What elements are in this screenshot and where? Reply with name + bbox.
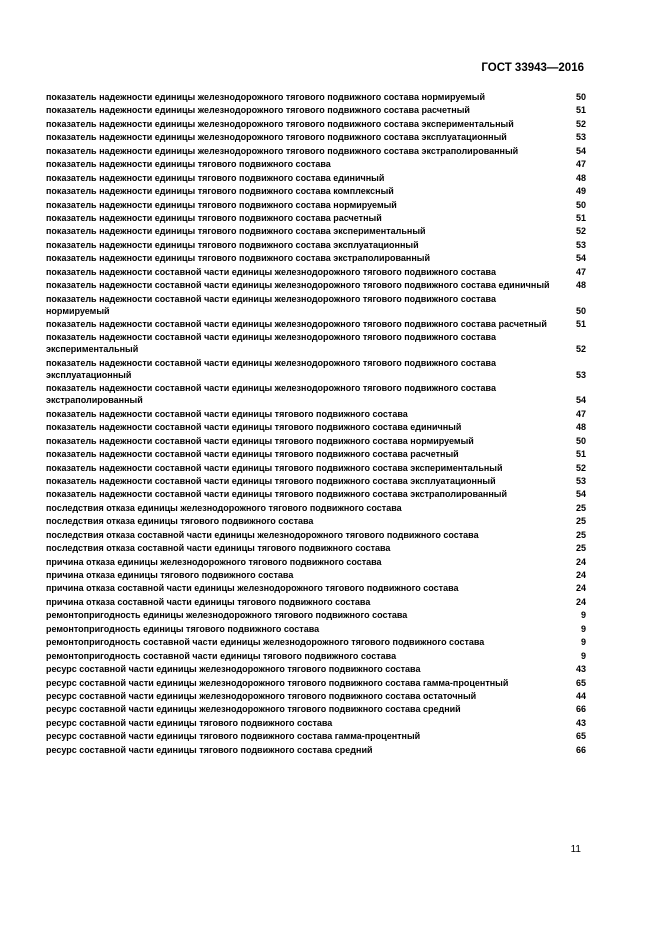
index-page-ref: 50 <box>575 92 586 102</box>
index-term: ресурс составной части единицы железнодорожного тягового подвижного состава средний <box>46 704 461 715</box>
index-term: показатель надежности составной части единицы тягового подвижного состава экспериментальный <box>46 462 503 473</box>
index-term: показатель надежности единицы железнодорожного тягового подвижного состава экстраполированный <box>46 145 519 156</box>
index-term: показатель надежности составной части единицы железнодорожного тягового подвижного состава эксплуатационный <box>46 357 496 380</box>
index-page-ref: 53 <box>575 369 586 380</box>
index-page-ref: 65 <box>575 677 586 688</box>
index-page-ref: 66 <box>575 744 586 755</box>
index-term: последствия отказа единицы железнодорожного тягового подвижного состава <box>46 502 402 513</box>
index-page-ref: 50 <box>575 305 586 316</box>
index-entry <box>46 650 586 662</box>
index-page-ref: 66 <box>575 704 586 715</box>
index-page-ref: 47 <box>575 159 586 170</box>
index-page-ref: 53 <box>575 132 586 143</box>
index-page-ref: 47 <box>575 408 586 419</box>
index-entry <box>46 118 586 130</box>
index-term: показатель надежности составной части единицы тягового подвижного состава <box>46 408 408 419</box>
index-term: показатель надежности единицы тягового подвижного состава комплексный <box>46 186 394 197</box>
index-page-ref: 54 <box>575 145 586 156</box>
page-number: 11 <box>570 844 581 855</box>
index-page-ref: 9 <box>580 610 586 621</box>
index-entry <box>46 730 586 742</box>
index-entry <box>46 212 586 224</box>
index-page-ref: 9 <box>580 623 586 634</box>
index-term: показатель надежности единицы тягового подвижного состава экспериментальный <box>46 226 426 237</box>
index-entry <box>46 408 586 420</box>
index-entry <box>46 252 586 264</box>
index-term: показатель надежности составной части единицы железнодорожного тягового подвижного состава экспериментальный <box>46 332 496 355</box>
index-page-ref: 25 <box>575 502 586 513</box>
index-page-ref: 44 <box>575 690 586 701</box>
index-entry <box>46 331 586 355</box>
index-entry <box>46 502 586 514</box>
standard-designation: ГОСТ 33943—2016 <box>481 62 584 74</box>
index-page-ref: 53 <box>575 239 586 250</box>
index-term: показатель надежности единицы тягового подвижного состава эксплуатационный <box>46 239 419 250</box>
index-term: показатель надежности составной части единицы железнодорожного тягового подвижного состава нормируемый <box>46 293 496 316</box>
index-entry <box>46 131 586 143</box>
index-term: ресурс составной части единицы железнодорожного тягового подвижного состава остаточный <box>46 690 477 701</box>
index-term: показатель надежности единицы железнодорожного тягового подвижного состава экспериментальный <box>46 118 514 129</box>
index-term: показатель надежности единицы тягового подвижного состава расчетный <box>46 212 382 223</box>
index-entry <box>46 145 586 157</box>
index-term: ресурс составной части единицы тягового подвижного состава гамма-процентный <box>46 731 421 742</box>
index-entry <box>46 663 586 675</box>
index-term: показатель надежности составной части единицы железнодорожного тягового подвижного состава экстраполированный <box>46 383 496 406</box>
index-term: причина отказа составной части единицы тягового подвижного состава <box>46 596 371 607</box>
index-term: показатель надежности составной части единицы железнодорожного тягового подвижного состава <box>46 266 496 277</box>
index-entry <box>46 488 586 500</box>
index-page-ref: 51 <box>575 212 586 223</box>
index-page-ref: 54 <box>575 489 586 500</box>
index-entry <box>46 703 586 715</box>
index-page-ref: 51 <box>575 319 586 329</box>
index-term: ремонтопригодность единицы железнодорожного тягового подвижного состава <box>46 610 408 621</box>
index-term: показатель надежности единицы тягового подвижного состава экстраполированный <box>46 253 431 264</box>
index-term: показатель надежности составной части единицы тягового подвижного состава расчетный <box>46 449 459 460</box>
index-page-ref: 47 <box>575 266 586 277</box>
index-page-ref: 25 <box>575 529 586 540</box>
index-term: показатель надежности составной части единицы железнодорожного тягового подвижного состава расчетный <box>46 319 547 329</box>
index-page-ref: 51 <box>575 449 586 460</box>
index-page-ref: 43 <box>575 717 586 728</box>
index-page-ref: 24 <box>575 556 586 567</box>
index-entry <box>46 582 586 594</box>
index-entry <box>46 266 586 278</box>
index-page-ref: 25 <box>575 543 586 554</box>
index-entry <box>46 475 586 487</box>
index-term: показатель надежности единицы железнодорожного тягового подвижного состава расчетный <box>46 105 470 116</box>
index-entry <box>46 199 586 211</box>
index-page-ref: 48 <box>575 280 586 291</box>
index-term: ресурс составной части единицы тягового подвижного состава <box>46 717 333 728</box>
index-entry <box>46 382 586 406</box>
index-term: ремонтопригодность составной части единицы тягового подвижного состава <box>46 650 397 661</box>
index-entry <box>46 677 586 689</box>
index-entry <box>46 435 586 447</box>
index-term: показатель надежности единицы тягового подвижного состава нормируемый <box>46 199 397 210</box>
index-entry <box>46 158 586 170</box>
index-term: показатель надежности составной части единицы тягового подвижного состава нормируемый <box>46 435 474 446</box>
index-term: показатель надежности составной части единицы тягового подвижного состава единичный <box>46 422 462 433</box>
index-term: последствия отказа составной части единицы тягового подвижного состава <box>46 543 391 554</box>
index-entry <box>46 104 586 116</box>
index-entry <box>46 91 586 103</box>
index-term: ресурс составной части единицы железнодорожного тягового подвижного состава <box>46 664 421 675</box>
index-term: ресурс составной части единицы железнодорожного тягового подвижного состава гамма-процентный <box>46 677 509 688</box>
index-page-ref: 24 <box>575 596 586 607</box>
index-entry <box>46 172 586 184</box>
index-entry <box>46 717 586 729</box>
index-term: показатель надежности единицы железнодорожного тягового подвижного состава эксплуатационный <box>46 132 507 143</box>
index-term: ресурс составной части единицы тягового подвижного состава средний <box>46 744 373 755</box>
index-entry <box>46 690 586 702</box>
index-entry <box>46 185 586 197</box>
index-entry <box>46 462 586 474</box>
index-page-ref: 48 <box>575 172 586 183</box>
index-term: показатель надежности составной части единицы железнодорожного тягового подвижного состава единичный <box>46 280 550 291</box>
index-entry <box>46 744 586 756</box>
index-term: показатель надежности единицы тягового подвижного состава <box>46 159 331 170</box>
index-entry <box>46 279 586 291</box>
index-page-ref: 48 <box>575 422 586 433</box>
index-term: ремонтопригодность единицы тягового подвижного состава <box>46 623 320 634</box>
index-entry <box>46 239 586 251</box>
index-entry <box>46 596 586 608</box>
index-page-ref: 24 <box>575 570 586 580</box>
index-page-ref: 51 <box>575 105 586 116</box>
index-page-ref: 24 <box>575 583 586 594</box>
index-page-ref: 54 <box>575 395 586 406</box>
index-entry <box>46 556 586 568</box>
index-entry <box>46 529 586 541</box>
index-term: причина отказа составной части единицы железнодорожного тягового подвижного состава <box>46 583 459 594</box>
index-entry <box>46 318 586 330</box>
index-page-ref: 53 <box>575 475 586 486</box>
index-page-ref: 52 <box>575 462 586 473</box>
index-page-ref: 25 <box>575 516 586 527</box>
index-entry <box>46 515 586 527</box>
index-entry <box>46 293 586 317</box>
index-page-ref: 9 <box>580 650 586 661</box>
index-page-ref: 52 <box>575 344 586 355</box>
index-term: показатель надежности единицы тягового подвижного состава единичный <box>46 172 385 183</box>
index-page-ref: 65 <box>575 731 586 742</box>
index-term: причина отказа единицы железнодорожного тягового подвижного состава <box>46 556 382 567</box>
index-term: ремонтопригодность составной части единицы железнодорожного тягового подвижного состава <box>46 637 485 648</box>
index-term: причина отказа единицы тягового подвижного состава <box>46 570 294 580</box>
index-entry <box>46 636 586 648</box>
index-page-ref: 49 <box>575 186 586 197</box>
index-entry <box>46 421 586 433</box>
index-term: последствия отказа единицы тягового подвижного состава <box>46 516 314 527</box>
index-page-ref: 43 <box>575 664 586 675</box>
index-entry <box>46 448 586 460</box>
index-entry <box>46 542 586 554</box>
index-term: показатель надежности составной части единицы тягового подвижного состава экстраполированный <box>46 489 507 500</box>
index-term: показатель надежности единицы железнодорожного тягового подвижного состава нормируемый <box>46 92 486 102</box>
index-page-ref: 52 <box>575 118 586 129</box>
alphabetical-index <box>46 91 586 757</box>
index-entry <box>46 357 586 381</box>
index-page-ref: 50 <box>575 435 586 446</box>
index-term: показатель надежности составной части единицы тягового подвижного состава эксплуатационный <box>46 475 496 486</box>
index-term: последствия отказа составной части единицы железнодорожного тягового подвижного состава <box>46 529 479 540</box>
index-page-ref: 9 <box>580 637 586 648</box>
index-entry <box>46 623 586 635</box>
index-page-ref: 50 <box>575 199 586 210</box>
index-entry <box>46 609 586 621</box>
index-page-ref: 52 <box>575 226 586 237</box>
index-page-ref: 54 <box>575 253 586 264</box>
index-entry <box>46 569 586 581</box>
index-entry <box>46 225 586 237</box>
